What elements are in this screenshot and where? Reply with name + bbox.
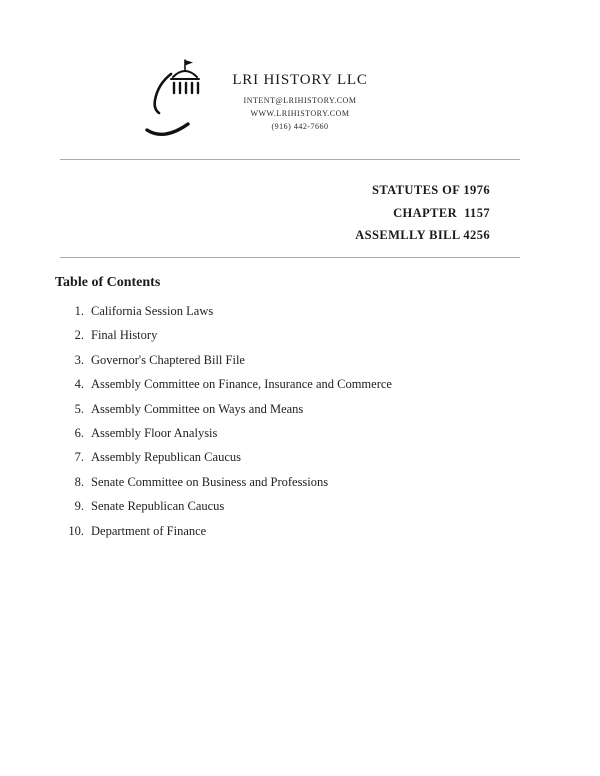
horizontal-rule-bottom (60, 257, 520, 258)
company-phone: (916) 442-7660 (271, 122, 329, 131)
toc-item (55, 524, 535, 548)
statute-line-3: ASSEMLLY BILL 4256 (355, 228, 490, 242)
company-email: INTENT@LRIHISTORY.COM (243, 96, 357, 105)
toc-item-label: Assembly Committee on Finance, Insurance and Commerce (91, 377, 392, 392)
toc-item-label: Department of Finance (91, 523, 207, 538)
toc-item-number: 8. (74, 474, 84, 489)
company-name: LRI HISTORY LLC (232, 72, 368, 88)
toc-item (55, 353, 535, 377)
toc-item-label: Assembly Floor Analysis (91, 425, 218, 440)
statute-line-1: STATUTES OF 1976 (372, 183, 490, 197)
toc-item (55, 426, 535, 450)
toc-item-number: 2. (74, 328, 84, 343)
toc-item-number: 5. (74, 401, 84, 416)
toc-item-number: 4. (74, 377, 84, 392)
horizontal-rule-top (60, 159, 520, 160)
capitol-sketch-logo-icon (140, 56, 214, 144)
toc-item (55, 475, 535, 499)
toc-title: Table of Contents (55, 275, 161, 290)
statute-line-2: CHAPTER 1157 (393, 205, 490, 220)
toc-item-number: 3. (74, 352, 84, 367)
company-website: WWW.LRIHISTORY.COM (250, 109, 350, 118)
toc-item (55, 377, 535, 401)
toc-item-label: Final History (91, 328, 158, 343)
toc-item-label: Senate Republican Caucus (91, 499, 225, 514)
toc-item-label: Assembly Republican Caucus (91, 450, 241, 465)
toc-item-label: Governor's Chaptered Bill File (91, 352, 245, 367)
toc-item (55, 499, 535, 523)
toc-item-label: Senate Committee on Business and Professions (91, 474, 329, 489)
toc-item-label: California Session Laws (91, 304, 214, 318)
letterhead (220, 72, 380, 133)
toc-item (55, 328, 535, 352)
toc-item (55, 402, 535, 426)
toc-item-number: 6. (74, 425, 84, 440)
toc-item (55, 450, 535, 474)
toc-item (55, 304, 535, 328)
toc-item-number: 7. (74, 450, 84, 465)
toc-item-label: Assembly Committee on Ways and Means (91, 401, 304, 416)
toc-item-number: 1. (74, 304, 84, 318)
statute-block (355, 179, 490, 247)
toc-item-number: 10. (68, 523, 84, 538)
toc-list (55, 304, 535, 548)
toc-item-number: 9. (74, 499, 84, 514)
